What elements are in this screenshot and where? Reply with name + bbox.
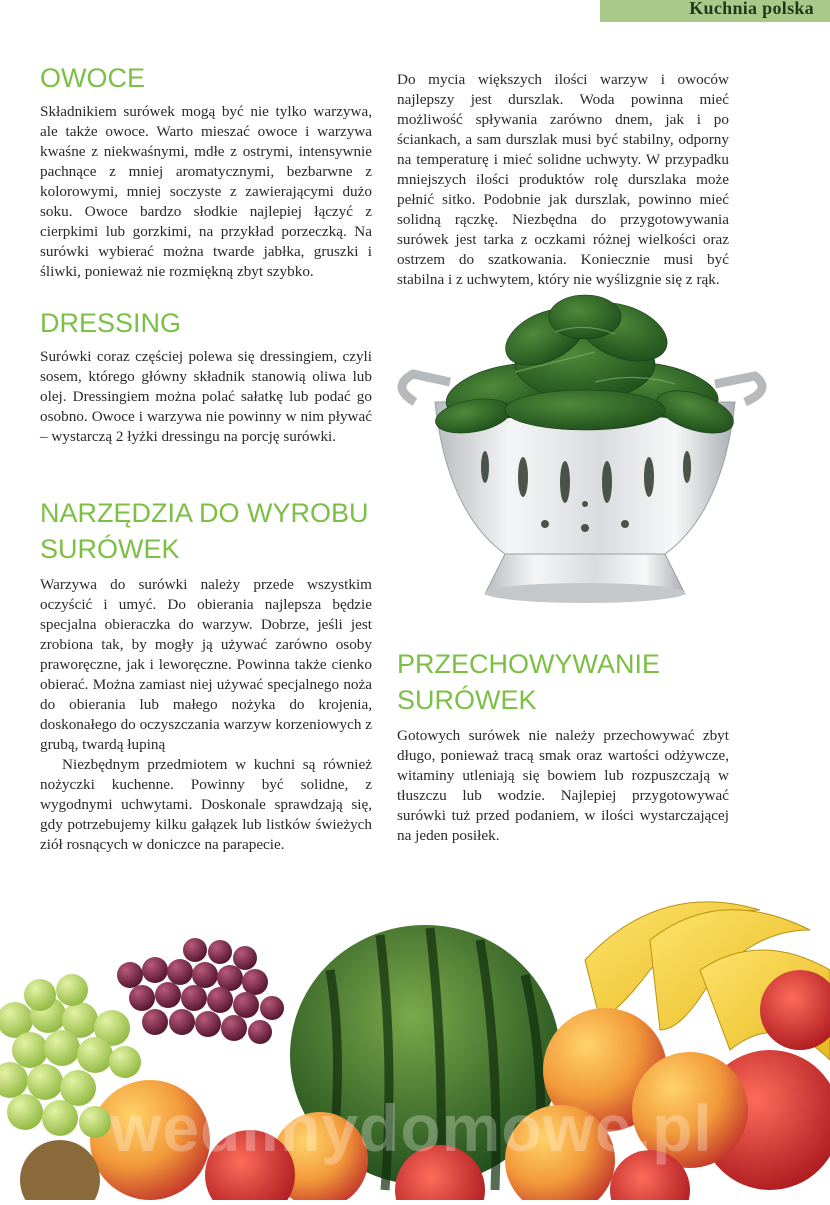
heading-narzedzia-line1: NARZĘDZIA DO WYROBU [40,498,369,528]
heading-owoce: OWOCE [40,63,145,93]
header-title: Kuchnia polska [689,0,814,18]
paragraph-narzedzia-2: Niezbędnym przedmiotem w kuchni są również nożyczki kuchenne. Powinny być solidne, z wygodnymi uchwytami. Doskonale sprawdzają się, gdy potrzebujemy kilku gałązek lub listków świeżych ziół rosnących w doniczce na parapecie. [40,756,372,853]
heading-dressing: DRESSING [40,308,182,338]
paragraph-durszlak: Do mycia większych ilości warzyw i owoców najlepszy jest durszlak. Woda powinna mieć możliwość spływania zarówno dnem, jak i po ściankach, a sam durszlak musi być stabilny, odporny na temperaturę i mieć solidne uchwyty. W przypadku mniejszych ilości produktów rolę durszlaka może pełnić sitko. Podobnie jak durszlak, powinno mieć solidną rączkę. Niezbędna do przygotowywania surówek jest tarka z oczkami różnej wielkości oraz ostrzem do szatkowania. Koniecznie musi być stabilna i z uchwytem, który nie wyślizgnie się z rąk. [397,71,729,288]
heading-narzedzia [40,495,372,567]
colander-with-spinach-illustration [395,292,775,612]
section-narzedzia [40,495,372,855]
watermark: wedlinydomowe.pl [110,1091,713,1165]
running-header [0,0,830,22]
heading-narzedzia-line2: SURÓWEK [40,534,180,564]
paragraph-owoce: Składnikiem surówek mogą być nie tylko warzywa, ale także owoce. Warto mieszać owoce i warzywa kwaśne z niekwaśnymi, mdłe z ostrymi, intensywnie pachnące z mniej aromatycznymi, bezbarwne z kolorowymi, mniej soczyste z zawierającymi dużo soku. Owoce bardzo słodkie najlepiej łączyć z cierpkimi lub gorzkimi, na przykład porzeczką. Na surówki wybierać można twarde jabłka, gruszki i śliwki, ponieważ nie rozmiękną zbyt szybko. [40,103,372,280]
fruits-image [0,890,830,1200]
heading-przechowywanie-line1: PRZECHOWYWANIE [397,649,660,679]
heading-przechowywanie-line2: SURÓWEK [397,685,537,715]
colander-image [395,292,775,612]
section-dressing [40,305,372,447]
heading-przechowywanie [397,646,729,718]
section-durszlak [397,70,729,290]
paragraph-przechowywanie: Gotowych surówek nie należy przechowywać zbyt długo, ponieważ tracą smak oraz wartości odżywcze, witaminy utleniają się bowiem lub rozpuszczają w tłuszczu lub wodzie. Najlepiej przygotowywać surówki tuż przed podaniem, w ilości wystarczającej na jeden posiłek. [397,727,729,844]
section-owoce [40,60,372,282]
paragraph-narzedzia-1: Warzywa do surówki należy przede wszystkim oczyścić i umyć. Do obierania najlepsza będzie specjalna obieraczka do warzyw. Dobrze, jeśli jest zrobiona tak, by mogły ją używać zarówno osoby praworęczne, jak i leworęczne. Powinna także cienko obierać. Można zamiast niej używać specjalnego noża do obierania lub małego nożyka do krojenia, doskonałego do oczyszczania warzyw korzeniowych z grubą, twardą łupiną [40,576,372,753]
paragraph-dressing: Surówki coraz częściej polewa się dressingiem, czyli sosem, którego główny składnik stanowią oliwa lub olej. Dressingiem można polać sałatkę lub podać go osobno. Owoce i warzywa nie powinny w nim pływać – wystarczą 2 łyżki dressingu na porcję surówki. [40,348,372,445]
section-przechowywanie [397,646,729,846]
